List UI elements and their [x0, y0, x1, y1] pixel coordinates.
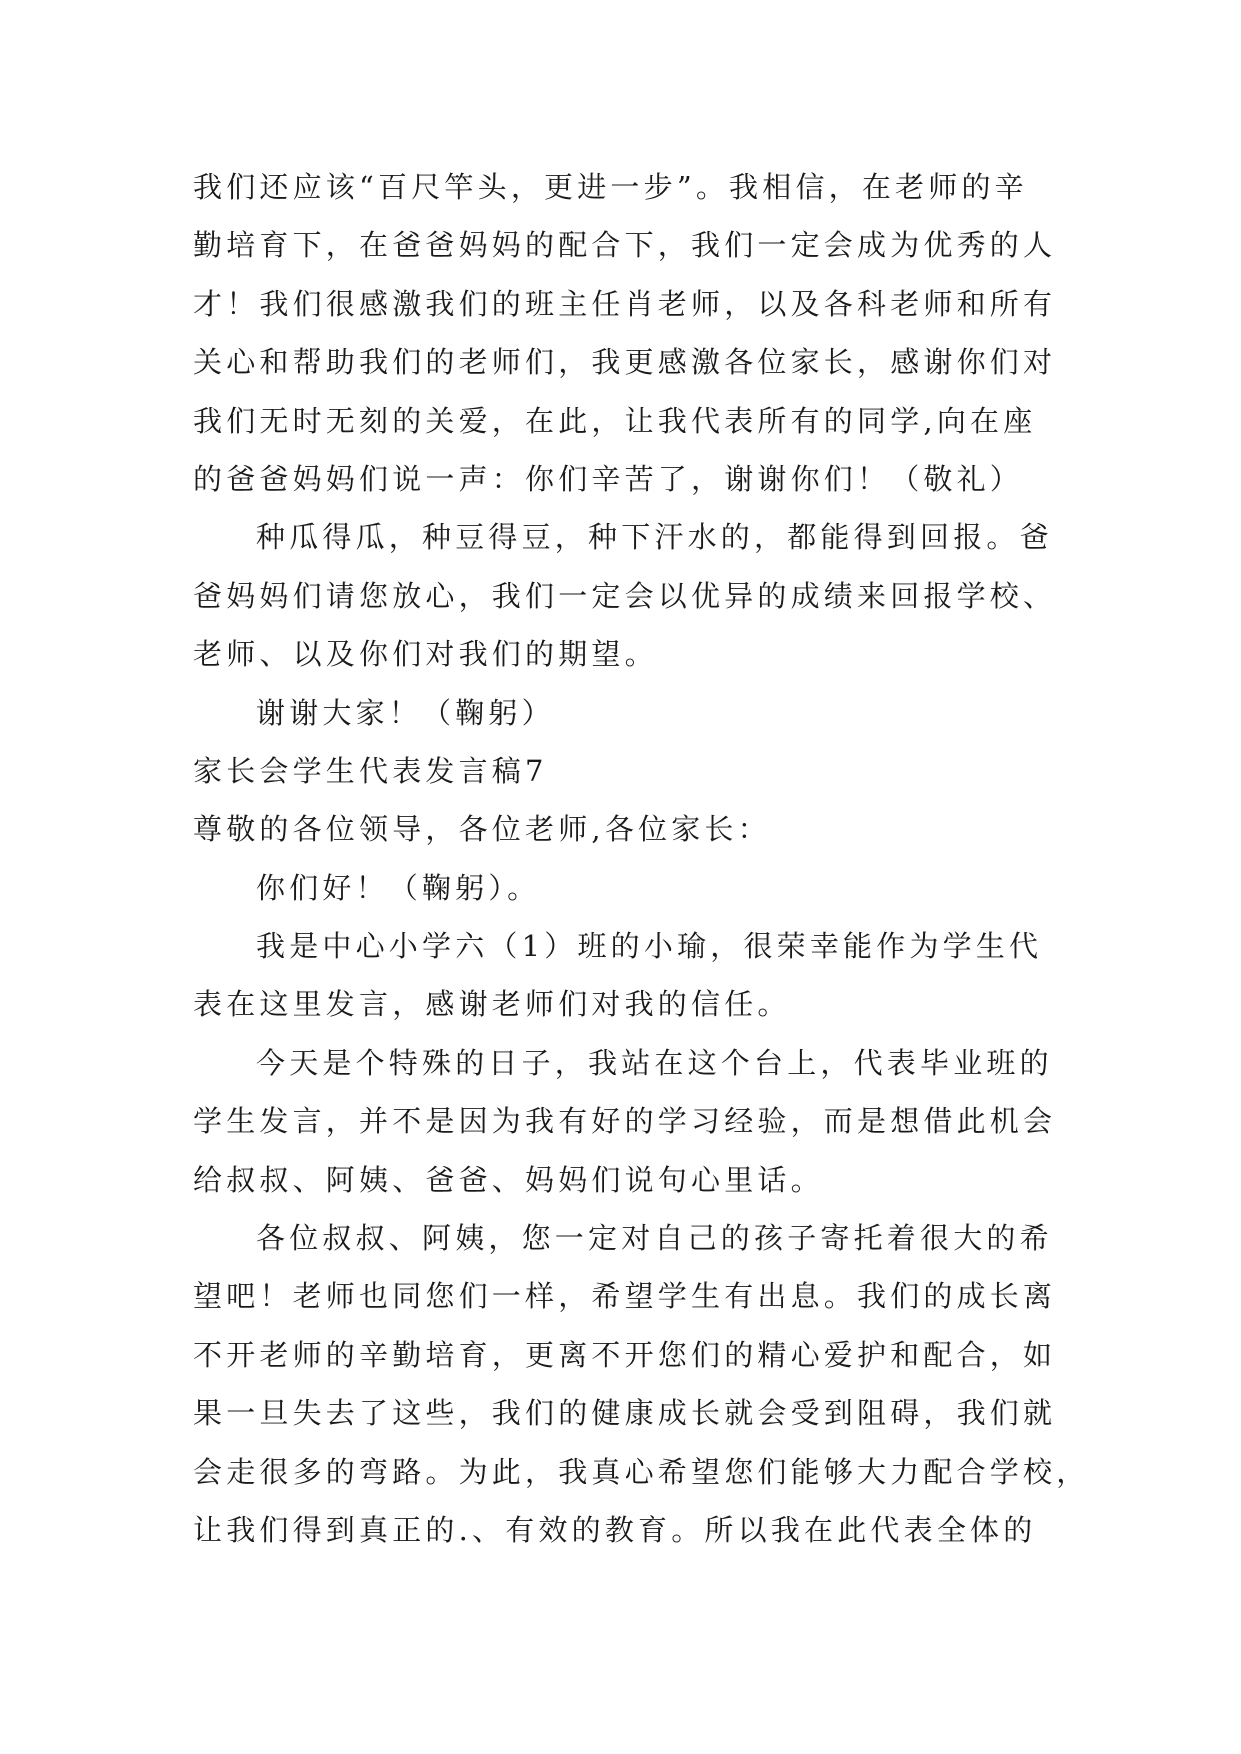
paragraph-first-line: 我是中心小学六（1）班的小瑜，很荣幸能作为学生代	[256, 929, 1043, 964]
text-line: 望吧！老师也同您们一样，希望学生有出息。我们的成长离	[193, 1279, 1057, 1314]
text-line: 给叔叔、阿姨、爸爸、妈妈们说句心里话。	[193, 1162, 824, 1197]
paragraph-first-line: 种瓜得瓜，种豆得豆，种下汗水的，都能得到回报。爸	[256, 520, 1053, 555]
text-line: 让我们得到真正的.、有效的教育。所以我在此代表全体的	[193, 1512, 1037, 1547]
text-line: 才！我们很感激我们的班主任肖老师，以及各科老师和所有	[193, 286, 1057, 321]
text-line: 爸妈妈们请您放心，我们一定会以优异的成绩来回报学校、	[193, 578, 1057, 613]
text-line: 会走很多的弯路。为此，我真心希望您们能够大力配合学校，	[193, 1454, 1090, 1489]
text-line: 不开老师的辛勤培育，更离不开您们的精心爱护和配合，如	[193, 1337, 1057, 1372]
document-body	[193, 158, 1090, 1559]
section-title: 家长会学生代表发言稿7	[193, 753, 548, 788]
text-line: 我们无时无刻的关爱，在此，让我代表所有的同学,向在座	[193, 403, 1037, 438]
text-line: 果一旦失去了这些，我们的健康成长就会受到阻碍，我们就	[193, 1396, 1057, 1431]
text-line: 关心和帮助我们的老师们，我更感激各位家长，感谢你们对	[193, 345, 1057, 380]
text-line: 勤培育下，在爸爸妈妈的配合下，我们一定会成为优秀的人	[193, 228, 1057, 263]
paragraph-first-line: 各位叔叔、阿姨，您一定对自己的孩子寄托着很大的希	[256, 1221, 1053, 1256]
text-line: 老师、以及你们对我们的期望。	[193, 637, 658, 672]
text-line: 学生发言，并不是因为我有好的学习经验，而是想借此机会	[193, 1104, 1057, 1139]
salutation: 尊敬的各位领导，各位老师,各位家长：	[193, 812, 771, 847]
paragraph-first-line: 谢谢大家！（鞠躬）	[256, 695, 555, 730]
text-line: 表在这里发言，感谢老师们对我的信任。	[193, 987, 791, 1022]
text-line: 的爸爸妈妈们说一声：你们辛苦了，谢谢你们！（敬礼）	[193, 461, 1024, 496]
text-line: 我们还应该“百尺竿头，更进一步”。我相信，在老师的辛	[193, 170, 1028, 204]
paragraph-first-line: 今天是个特殊的日子，我站在这个台上，代表毕业班的	[256, 1045, 1053, 1080]
paragraph-first-line: 你们好！（鞠躬）。	[256, 870, 541, 905]
